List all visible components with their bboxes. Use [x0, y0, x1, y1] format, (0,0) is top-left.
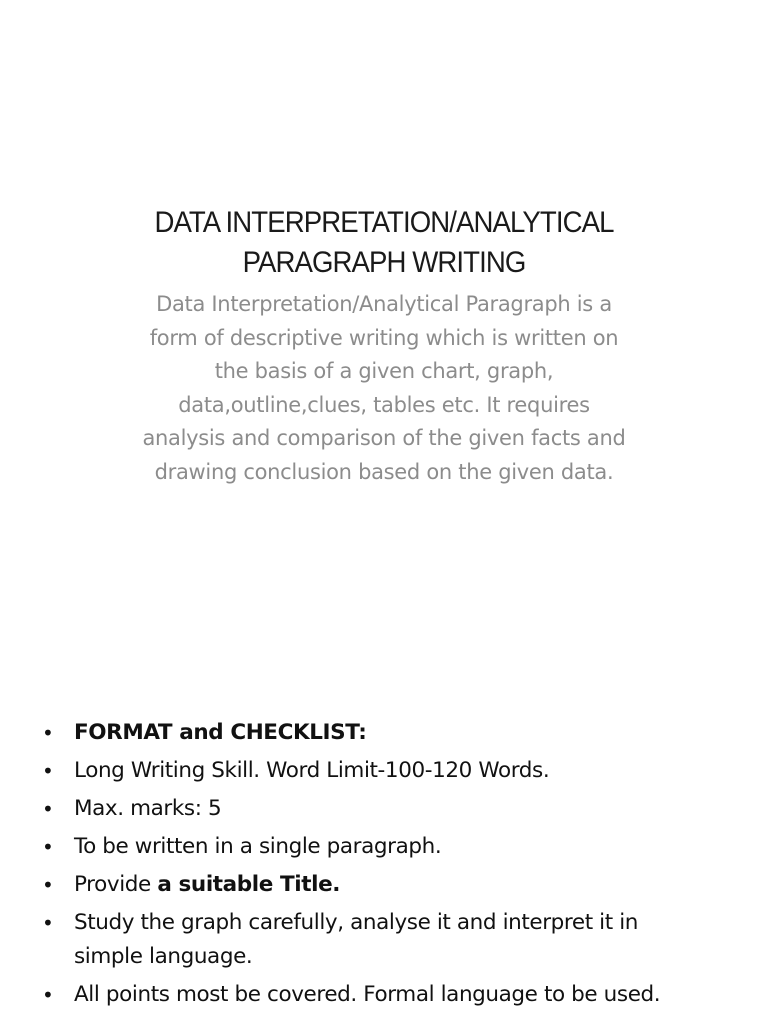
bullet-icon: •	[42, 835, 54, 859]
list-item-text: simple language.	[74, 944, 253, 969]
bullet-icon: •	[42, 721, 54, 745]
list-item	[0, 866, 768, 904]
subtitle-line: analysis and comparison of the given facts and	[142, 426, 626, 451]
subtitle-paragraph	[110, 288, 658, 490]
subtitle-line: drawing conclusion based on the given data.	[154, 459, 614, 484]
bullet-icon: •	[42, 983, 54, 1007]
bullet-icon: •	[42, 797, 54, 821]
list-item	[0, 828, 768, 866]
subtitle-line: data,outline,clues, tables etc. It requires	[178, 392, 590, 417]
list-item-text: Long Writing Skill. Word Limit-100-120 Words.	[74, 758, 550, 783]
list-item	[0, 714, 768, 752]
checklist	[0, 714, 768, 1014]
list-item-text: Study the graph carefully, analyse it and interpret it in	[74, 910, 639, 935]
slide-title	[31, 203, 738, 283]
checklist-heading: FORMAT and CHECKLIST:	[74, 720, 367, 745]
list-item-text: To be written in a single paragraph.	[74, 834, 442, 859]
list-item	[0, 752, 768, 790]
list-item-bold-text: a suitable Title.	[157, 872, 341, 897]
list-item-text: Max. marks: 5	[74, 796, 222, 821]
title-line-2: PARAGRAPH WRITING	[242, 246, 526, 279]
subtitle-line: Data Interpretation/Analytical Paragraph is a	[156, 292, 612, 316]
list-item	[0, 790, 768, 828]
subtitle-line: form of descriptive writing which is written on	[149, 325, 619, 350]
bullet-icon: •	[42, 873, 54, 897]
list-item-text: All points most be covered. Formal language to be used.	[74, 982, 661, 1007]
title-line-1: DATA INTERPRETATION/ANALYTICAL	[154, 206, 614, 239]
bullet-icon: •	[42, 759, 54, 783]
list-item	[0, 904, 768, 976]
list-item-text: Provide	[74, 872, 158, 897]
list-item	[0, 976, 768, 1014]
bullet-icon: •	[42, 911, 54, 935]
subtitle-line: the basis of a given chart, graph,	[214, 359, 554, 384]
